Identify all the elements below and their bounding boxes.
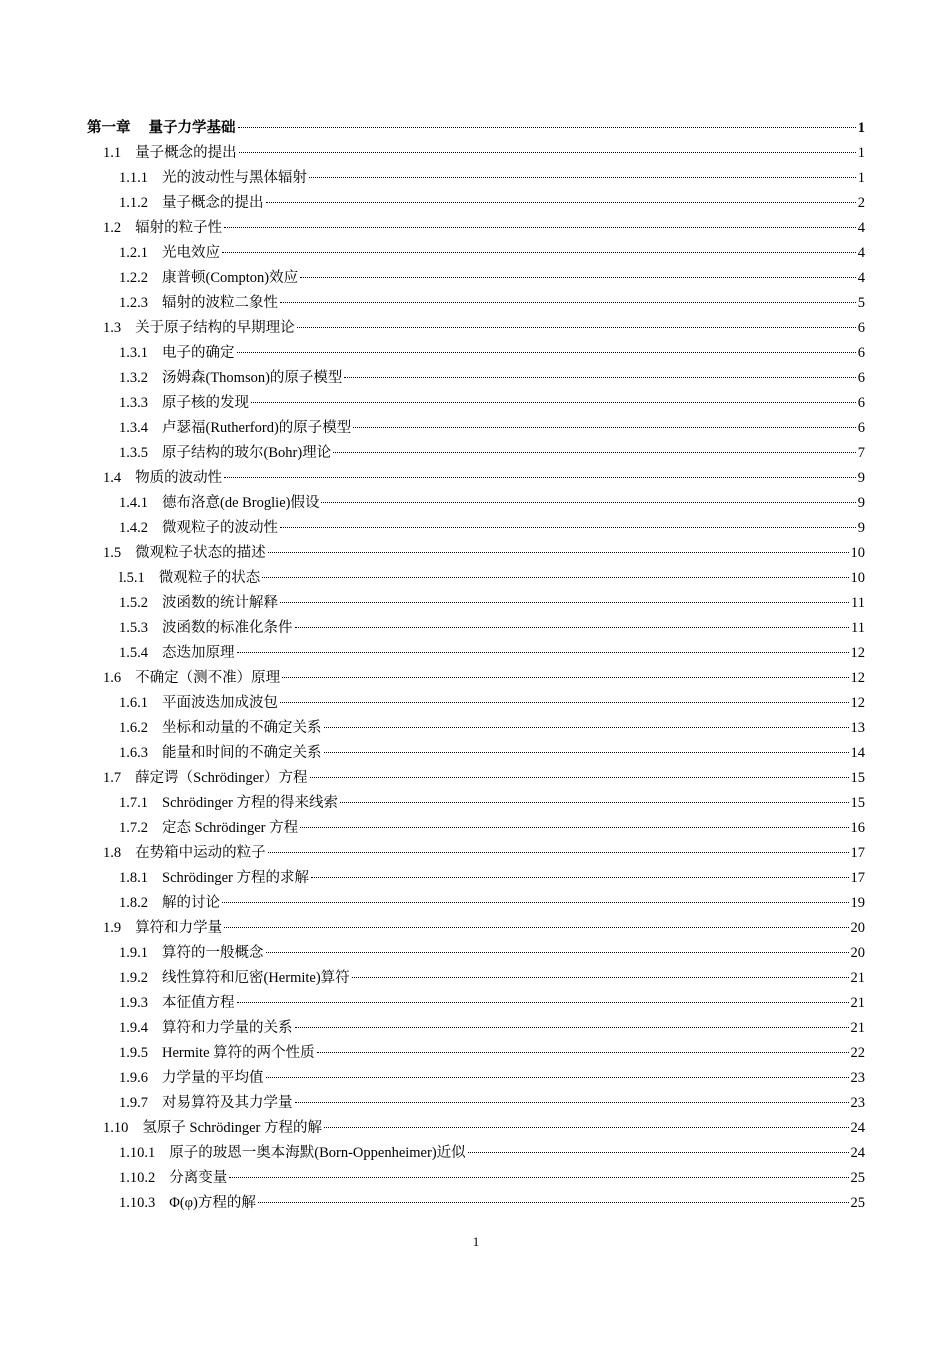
toc-entry-title: 能量和时间的不确定关系 <box>162 745 322 761</box>
toc-entry-number: 1.2 <box>103 220 122 236</box>
dot-leader <box>280 602 849 603</box>
toc-entry-title: Schrödinger 方程的求解 <box>162 870 309 886</box>
toc-subsection-entry[interactable] <box>87 391 865 416</box>
toc-entry-number: 1.10.1 <box>119 1145 156 1161</box>
toc-entry-page: 20 <box>850 920 865 936</box>
toc-entry-number: 1.6.2 <box>119 720 148 736</box>
toc-entry-number: 1.1.2 <box>119 195 148 211</box>
toc-entry-number: 1.8 <box>103 845 122 861</box>
toc-subsection-entry[interactable] <box>87 791 865 816</box>
toc-subsection-entry[interactable] <box>87 191 865 216</box>
toc-entry-number: 1.9 <box>103 920 122 936</box>
toc-entry-page: 9 <box>857 520 865 536</box>
toc-entry-title: 卢瑟福(Rutherford)的原子模型 <box>162 420 352 436</box>
toc-entry-number: 1.3.2 <box>119 370 148 386</box>
toc-subsection-entry[interactable] <box>87 1016 865 1041</box>
toc-entry-page: 25 <box>850 1170 865 1186</box>
toc-entry-number: 1.6.3 <box>119 745 148 761</box>
toc-entry-title: 算符的一般概念 <box>162 945 264 961</box>
toc-entry-number: 1.5 <box>103 545 122 561</box>
toc-entry-page: 9 <box>857 495 865 511</box>
dot-leader <box>266 202 856 203</box>
dot-leader <box>468 1152 849 1153</box>
toc-entry-number: 1.9.4 <box>119 1020 148 1036</box>
dot-leader <box>222 252 856 253</box>
dot-leader <box>222 902 849 903</box>
toc-entry-page: 4 <box>857 245 865 261</box>
toc-entry-title: 微观粒子状态的描述 <box>135 545 266 561</box>
toc-entry-number: 1.4.2 <box>119 520 148 536</box>
toc-entry-number: 1.1.1 <box>119 170 148 186</box>
toc-entry-number: 1.9.3 <box>119 995 148 1011</box>
toc-entry-title: 本征值方程 <box>162 995 235 1011</box>
toc-subsection-entry[interactable] <box>87 741 865 766</box>
toc-entry-page: 10 <box>850 545 865 561</box>
toc-entry-title: 波函数的统计解释 <box>162 595 278 611</box>
toc-entry-page: 25 <box>850 1195 865 1211</box>
toc-entry-page: 1 <box>857 170 865 186</box>
toc-subsection-entry[interactable] <box>87 966 865 991</box>
toc-entry-number: 1.5.3 <box>119 620 148 636</box>
dot-leader <box>295 1102 849 1103</box>
toc-entry-page: 17 <box>850 870 865 886</box>
dot-leader <box>300 827 848 828</box>
toc-entry-number: 1.6.1 <box>119 695 148 711</box>
dot-leader <box>333 452 856 453</box>
page-number: 1 <box>472 1234 480 1249</box>
toc-entry-title: 电子的确定 <box>162 345 235 361</box>
toc-entry-number: 1.9.7 <box>119 1095 148 1111</box>
toc-entry-number: 1.2.2 <box>119 270 148 286</box>
toc-entry-page: 9 <box>857 470 865 486</box>
toc-entry-title: 关于原子结构的早期理论 <box>135 320 295 336</box>
toc-subsection-entry[interactable] <box>87 891 865 916</box>
toc-entry-title: 物质的波动性 <box>135 470 223 486</box>
toc-entry-number: 1.5.4 <box>119 645 148 661</box>
toc-entry-title: 对易算符及其力学量 <box>162 1095 293 1111</box>
dot-leader <box>309 177 856 178</box>
toc-subsection-entry[interactable] <box>87 341 865 366</box>
toc-section-entry[interactable] <box>87 766 865 791</box>
toc-entry-number: 1.1 <box>103 145 122 161</box>
dot-leader <box>300 277 856 278</box>
dot-leader <box>340 802 849 803</box>
dot-leader <box>258 1202 849 1203</box>
toc-subsection-entry[interactable] <box>87 1041 865 1066</box>
dot-leader <box>266 952 849 953</box>
toc-entry-number: 1.4 <box>103 470 122 486</box>
toc-entry-title: 算符和力学量的关系 <box>162 1020 293 1036</box>
dot-leader <box>280 702 849 703</box>
toc-subsection-entry[interactable] <box>87 716 865 741</box>
toc-entry-title: 线性算符和厄密(Hermite)算符 <box>162 970 350 986</box>
toc-entry-page: 6 <box>857 320 865 336</box>
dot-leader <box>282 677 848 678</box>
toc-section-entry[interactable] <box>87 141 865 166</box>
dot-leader <box>321 502 855 503</box>
toc-entry-title: 在势箱中运动的粒子 <box>135 845 266 861</box>
toc-entry-title: 波函数的标准化条件 <box>162 620 293 636</box>
toc-entry-page: 15 <box>850 770 865 786</box>
dot-leader <box>295 627 850 628</box>
dot-leader <box>344 377 855 378</box>
toc-subsection-entry[interactable] <box>87 1191 865 1216</box>
toc-subsection-entry[interactable] <box>87 1141 865 1166</box>
toc-entry-page: 21 <box>850 970 865 986</box>
toc-entry-page: 15 <box>850 795 865 811</box>
toc-section-entry[interactable] <box>87 316 865 341</box>
toc-entry-number: 1.3.1 <box>119 345 148 361</box>
toc-subsection-entry[interactable] <box>87 266 865 291</box>
dot-leader <box>239 152 856 153</box>
toc-entry-page: 1 <box>857 120 865 136</box>
toc-entry-title: 氢原子 Schrödinger 方程的解 <box>142 1120 322 1136</box>
toc-entry-title: 态迭加原理 <box>162 645 235 661</box>
toc-subsection-entry[interactable] <box>87 591 865 616</box>
toc-entry-number: 1.3.4 <box>119 420 148 436</box>
dot-leader <box>262 577 848 578</box>
toc-entry-title: 微观粒子的波动性 <box>162 520 278 536</box>
dot-leader <box>353 427 855 428</box>
toc-entry-page: 12 <box>850 645 865 661</box>
toc-entry-number: 1.7 <box>103 770 122 786</box>
toc-entry-page: 4 <box>857 220 865 236</box>
toc-entry-number: 1.6 <box>103 670 122 686</box>
toc-entry-title: 不确定（测不准）原理 <box>135 670 281 686</box>
toc-section-entry[interactable] <box>87 466 865 491</box>
toc-entry-page: 21 <box>850 995 865 1011</box>
dot-leader <box>268 852 849 853</box>
dot-leader <box>352 977 849 978</box>
toc-subsection-entry[interactable] <box>87 1066 865 1091</box>
toc-entry-number: 1.9.5 <box>119 1045 148 1061</box>
toc-entry-number: 1.10.3 <box>119 1195 156 1211</box>
toc-entry-page: 16 <box>850 820 865 836</box>
toc-entry-title: 辐射的波粒二象性 <box>162 295 278 311</box>
toc-entry-page: 22 <box>850 1045 865 1061</box>
toc-entry-page: 6 <box>857 370 865 386</box>
toc-entry-title: 解的讨论 <box>162 895 220 911</box>
dot-leader <box>324 1127 849 1128</box>
toc-entry-number: 1.10 <box>103 1120 129 1136</box>
dot-leader <box>324 752 849 753</box>
dot-leader <box>229 1177 848 1178</box>
dot-leader <box>295 1027 849 1028</box>
toc-entry-page: 24 <box>850 1145 865 1161</box>
toc-entry-title: 光电效应 <box>162 245 220 261</box>
toc-entry-page: 24 <box>850 1120 865 1136</box>
toc-entry-number: 1.3 <box>103 320 122 336</box>
dot-leader <box>224 227 856 228</box>
dot-leader <box>251 402 856 403</box>
toc-entry-page: 12 <box>850 670 865 686</box>
dot-leader <box>317 1052 849 1053</box>
toc-entry-title: 量子概念的提出 <box>162 195 264 211</box>
toc-subsection-entry[interactable] <box>87 866 865 891</box>
toc-subsection-entry[interactable] <box>87 941 865 966</box>
toc-subsection-entry[interactable] <box>87 566 865 591</box>
toc-entry-page: 1 <box>857 145 865 161</box>
toc-entry-title: 原子结构的玻尔(Bohr)理论 <box>162 445 332 461</box>
toc-section-entry[interactable] <box>87 541 865 566</box>
toc-subsection-entry[interactable] <box>87 491 865 516</box>
toc-subsection-entry[interactable] <box>87 816 865 841</box>
dot-leader <box>280 302 856 303</box>
toc-entry-title: 光的波动性与黑体辐射 <box>162 170 307 186</box>
toc-entry-title: 汤姆森(Thomson)的原子模型 <box>162 370 343 386</box>
toc-entry-title: 原子的玻恩一奥本海默(Born-Oppenheimer)近似 <box>169 1145 466 1161</box>
dot-leader <box>224 927 848 928</box>
toc-subsection-entry[interactable] <box>87 166 865 191</box>
toc-entry-number: 1.3.5 <box>119 445 148 461</box>
toc-entry-page: 21 <box>850 1020 865 1036</box>
toc-entry-page: 6 <box>857 395 865 411</box>
toc-entry-number: 第一章 <box>87 120 131 136</box>
toc-entry-title: 辐射的粒子性 <box>135 220 223 236</box>
toc-entry-page: 11 <box>851 595 865 611</box>
toc-entry-page: 11 <box>851 620 865 636</box>
toc-subsection-entry[interactable] <box>87 516 865 541</box>
table-of-contents <box>87 116 865 1216</box>
toc-section-entry[interactable] <box>87 666 865 691</box>
toc-entry-page: 12 <box>850 695 865 711</box>
toc-entry-title: 德布洛意(de Broglie)假设 <box>162 495 320 511</box>
dot-leader <box>266 1077 849 1078</box>
toc-entry-title: 定态 Schrödinger 方程 <box>162 820 299 836</box>
toc-entry-page: 23 <box>850 1070 865 1086</box>
toc-entry-number: 1.5.2 <box>119 595 148 611</box>
toc-entry-number: 1.2.3 <box>119 295 148 311</box>
dot-leader <box>268 552 849 553</box>
toc-entry-page: 7 <box>857 445 865 461</box>
toc-entry-title: 分离变量 <box>169 1170 228 1186</box>
toc-subsection-entry[interactable] <box>87 691 865 716</box>
toc-entry-title: Hermite 算符的两个性质 <box>162 1045 315 1061</box>
dot-leader <box>224 477 856 478</box>
dot-leader <box>324 727 849 728</box>
toc-entry-number: 1.9.6 <box>119 1070 148 1086</box>
toc-subsection-entry[interactable] <box>87 241 865 266</box>
toc-chapter-entry[interactable] <box>87 116 865 141</box>
toc-entry-number: 1.9.1 <box>119 945 148 961</box>
toc-entry-title: 薛定谔（Schrödinger）方程 <box>135 770 308 786</box>
toc-subsection-entry[interactable] <box>87 641 865 666</box>
toc-entry-title: 微观粒子的状态 <box>158 570 261 586</box>
toc-subsection-entry[interactable] <box>87 616 865 641</box>
toc-subsection-entry[interactable] <box>87 366 865 391</box>
toc-subsection-entry[interactable] <box>87 441 865 466</box>
toc-entry-page: 19 <box>850 895 865 911</box>
toc-entry-page: 14 <box>850 745 865 761</box>
toc-entry-page: 23 <box>850 1095 865 1111</box>
dot-leader <box>297 327 856 328</box>
toc-entry-page: 6 <box>857 345 865 361</box>
toc-section-entry[interactable] <box>87 916 865 941</box>
dot-leader <box>310 777 849 778</box>
dot-leader <box>237 352 856 353</box>
toc-section-entry[interactable] <box>87 216 865 241</box>
toc-entry-title: Schrödinger 方程的得来线索 <box>162 795 338 811</box>
toc-entry-page: 13 <box>850 720 865 736</box>
toc-entry-number: 1.3.3 <box>119 395 148 411</box>
toc-subsection-entry[interactable] <box>87 991 865 1016</box>
toc-entry-number: 1.8.2 <box>119 895 148 911</box>
toc-subsection-entry[interactable] <box>87 416 865 441</box>
toc-entry-title: 康普顿(Compton)效应 <box>162 270 299 286</box>
dot-leader <box>280 527 856 528</box>
toc-section-entry[interactable] <box>87 1116 865 1141</box>
toc-subsection-entry[interactable] <box>87 1091 865 1116</box>
toc-entry-title: 坐标和动量的不确定关系 <box>162 720 322 736</box>
toc-entry-title: Φ(φ)方程的解 <box>169 1195 256 1211</box>
dot-leader <box>311 877 849 878</box>
toc-entry-title: 力学量的平均值 <box>162 1070 264 1086</box>
toc-section-entry[interactable] <box>87 841 865 866</box>
toc-subsection-entry[interactable] <box>87 291 865 316</box>
toc-entry-title: 量子概念的提出 <box>135 145 237 161</box>
dot-leader <box>237 652 849 653</box>
toc-entry-title: 算符和力学量 <box>135 920 223 936</box>
toc-entry-number: 1.9.2 <box>119 970 148 986</box>
toc-entry-page: 2 <box>857 195 865 211</box>
dot-leader <box>238 127 856 128</box>
toc-entry-page: 6 <box>857 420 865 436</box>
toc-entry-title: 量子力学基础 <box>148 120 236 136</box>
toc-entry-page: 5 <box>857 295 865 311</box>
toc-entry-number: 1.4.1 <box>119 495 148 511</box>
toc-entry-title: 平面波迭加成波包 <box>162 695 278 711</box>
toc-entry-number: 1.7.2 <box>119 820 148 836</box>
toc-entry-page: 10 <box>850 570 865 586</box>
toc-entry-page: 20 <box>850 945 865 961</box>
dot-leader <box>237 1002 849 1003</box>
toc-entry-number: 1.2.1 <box>119 245 148 261</box>
toc-entry-title: 原子核的发现 <box>162 395 249 411</box>
toc-entry-number: l.5.1 <box>119 570 145 586</box>
toc-entry-number: 1.7.1 <box>119 795 148 811</box>
toc-entry-number: 1.10.2 <box>119 1170 156 1186</box>
toc-entry-number: 1.8.1 <box>119 870 148 886</box>
toc-entry-page: 17 <box>850 845 865 861</box>
toc-entry-page: 4 <box>857 270 865 286</box>
toc-subsection-entry[interactable] <box>87 1166 865 1191</box>
